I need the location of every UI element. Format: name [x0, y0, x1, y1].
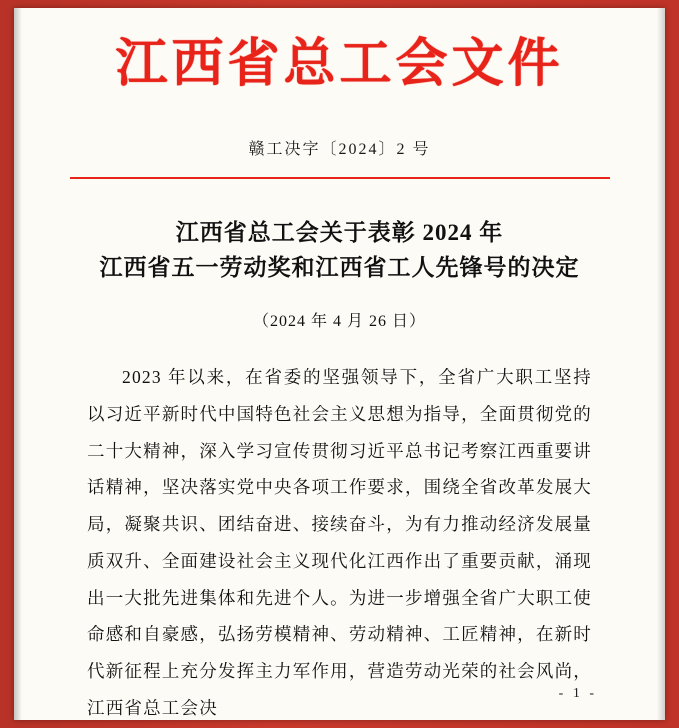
- document-heading: [80, 179, 600, 286]
- page-number-footer: - 1 -: [558, 686, 597, 701]
- document-body: [87, 331, 592, 720]
- document-number: 赣工决字〔2024〕2 号: [248, 140, 431, 158]
- document-sheet: [14, 8, 665, 720]
- document-content: [14, 8, 665, 720]
- document-heading-line-1: 江西省总工会关于表彰 2024 年: [175, 219, 504, 245]
- document-heading-line-2: 江西省五一劳动奖和江西省工人先锋号的决定: [99, 255, 580, 281]
- document-date: （2024 年 4 月 26 日）: [252, 313, 426, 331]
- document-masthead-title: 江西省总工会文件: [115, 33, 564, 94]
- document-body-paragraph: 2023 年以来，在省委的坚强领导下，全省广大职工坚持以习近平新时代中国特色社会主义思想为指导，全面贯彻党的二十大精神，深入学习宣传贯彻习近平总书记考察江西重要讲话精神，坚决落实党中央各项工作要求，围绕全省改革发展大局，凝聚共识、团结奋进、接续奋斗，为有力推动经济发展量质双升、全面建设社会主义现代化江西作出了重要贡献，涌现出一大批先进集体和先进个人。为进一步增强全省广大职工使命感和自豪感，弘扬劳模精神、劳动精神、工匠精神，在新时代新征程上充分发挥主力军作用，营造劳动光荣的社会风尚，江西省总工会决: [87, 367, 592, 718]
